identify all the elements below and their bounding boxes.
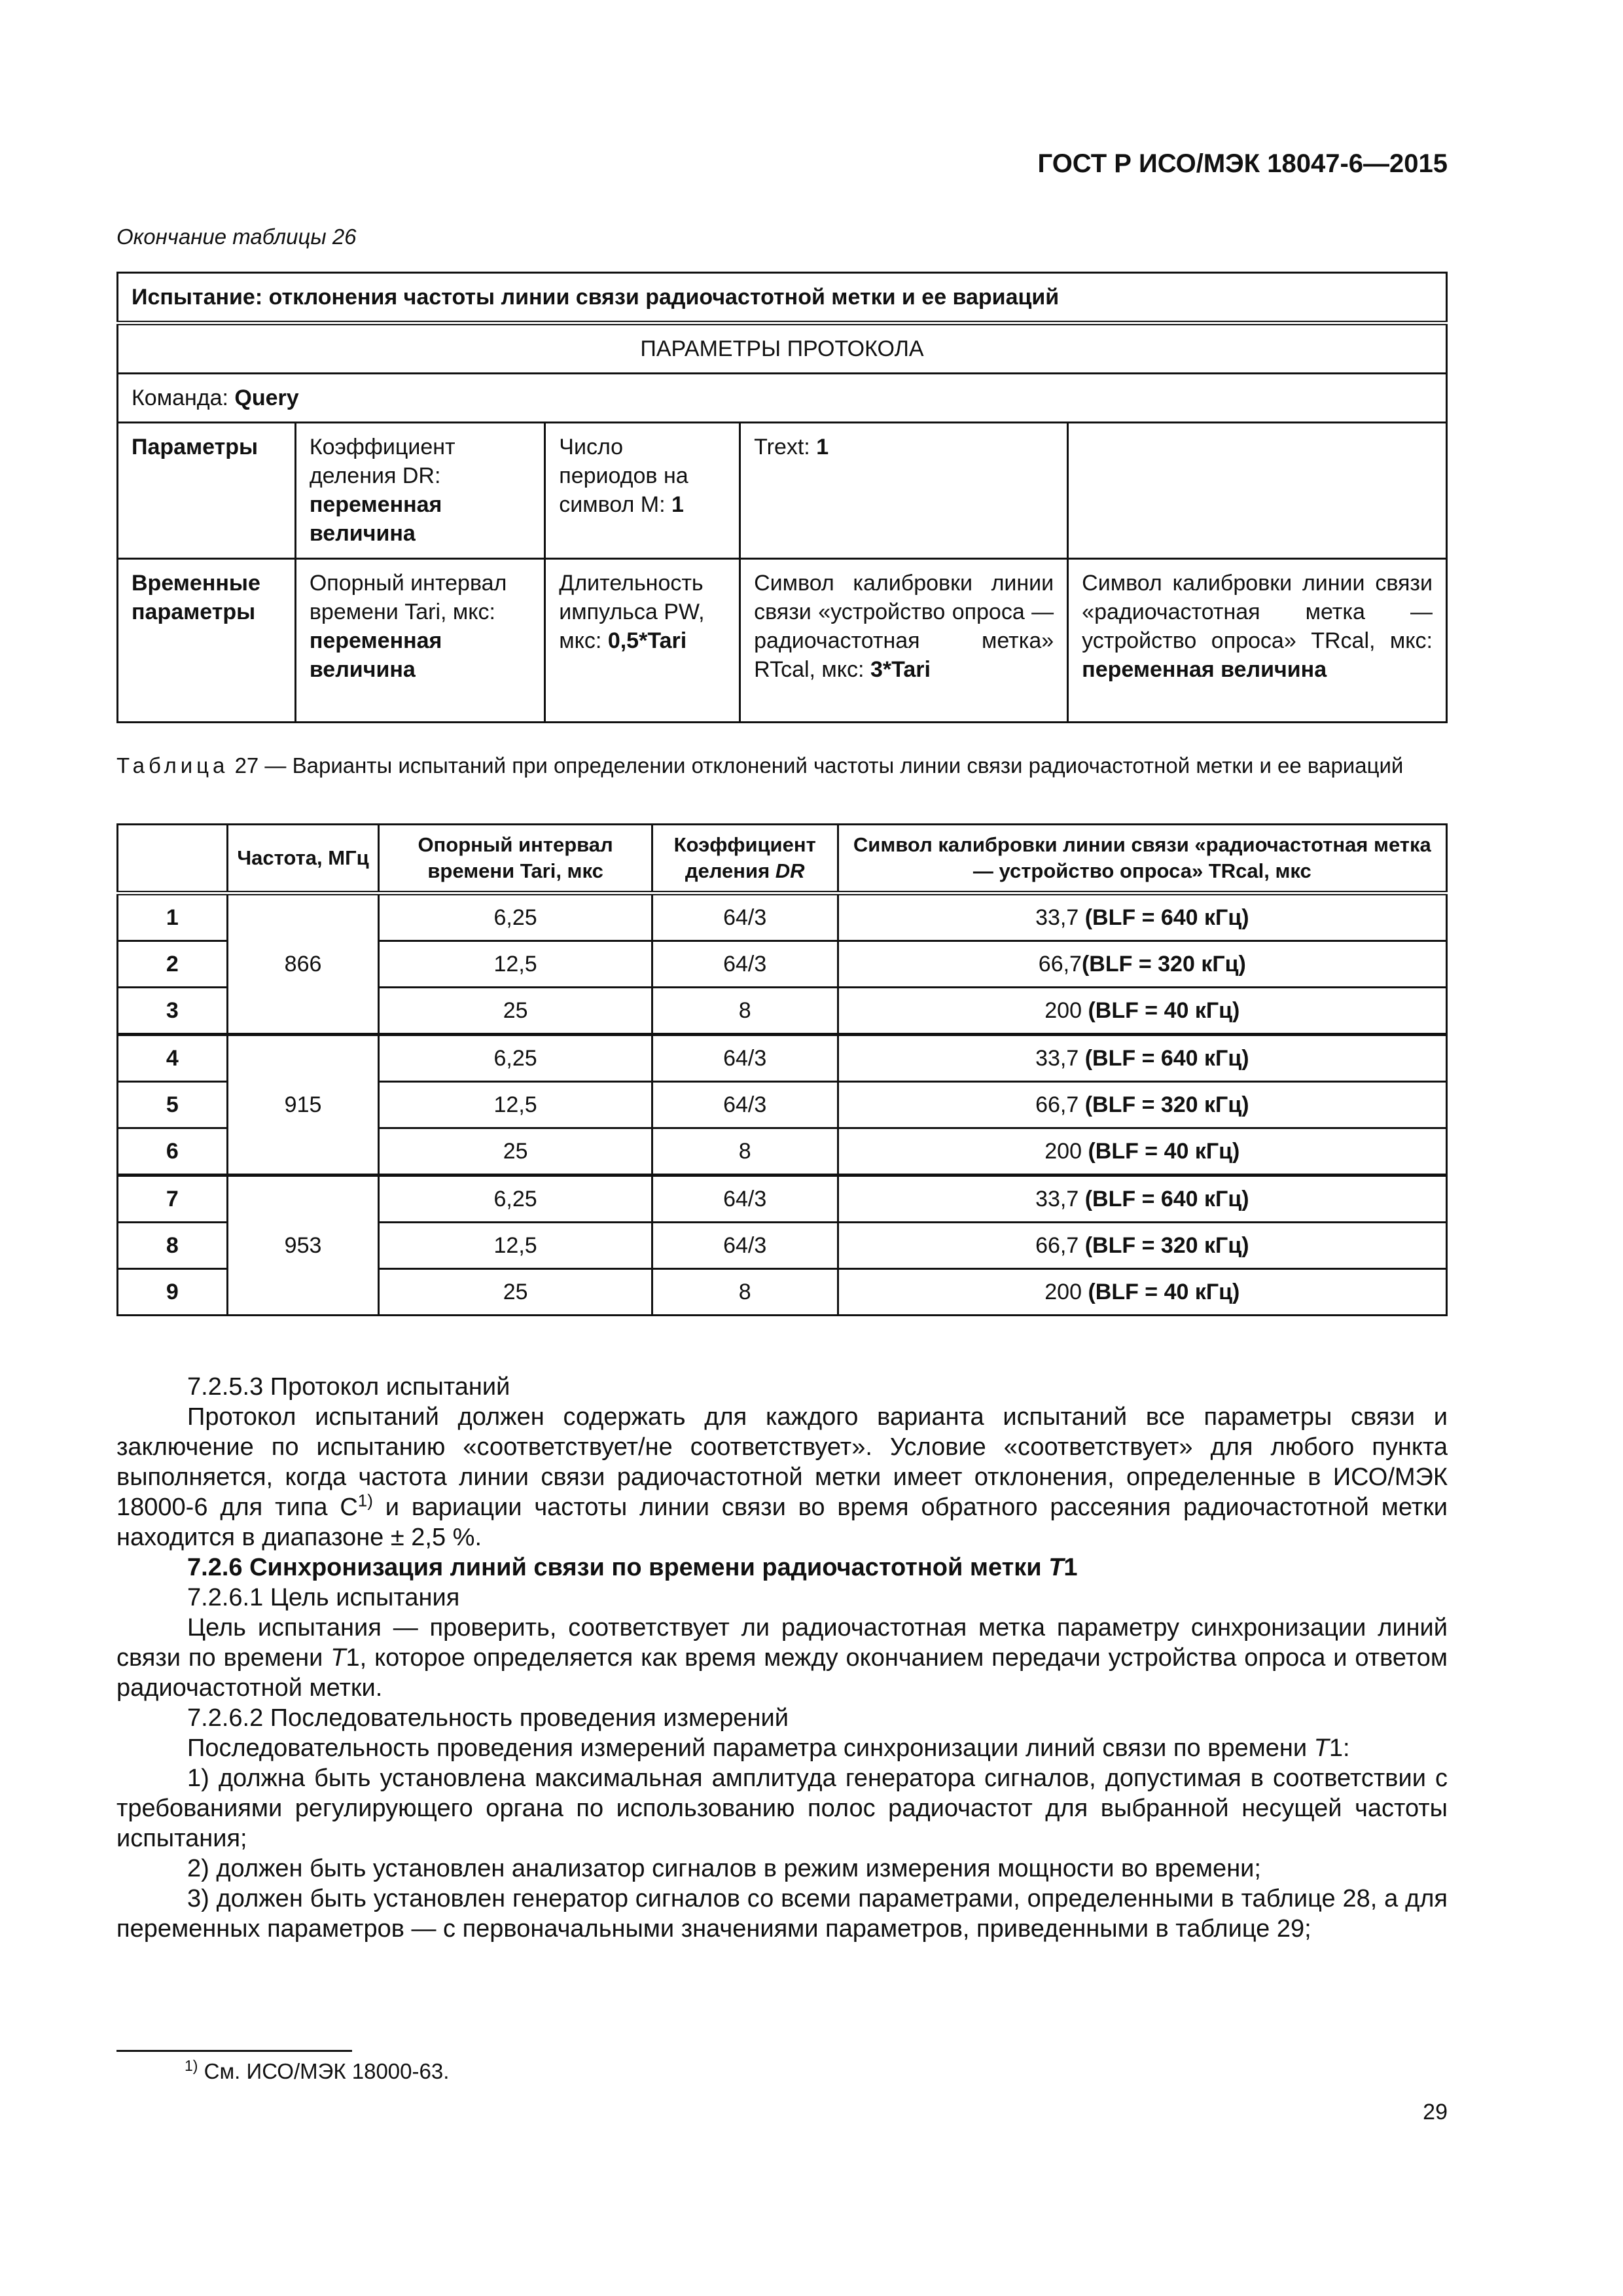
- dr-cell: 8: [652, 1269, 838, 1316]
- trcal-cell: 200 (BLF = 40 кГц): [838, 1269, 1446, 1316]
- section-7-2-6-2: 7.2.6.2 Последовательность проведения измерений: [187, 1704, 789, 1732]
- table-26-title: Испытание: отклонения частоты линии связи радиочастотной метки и ее вариаций: [118, 273, 1447, 323]
- row-number: 6: [118, 1128, 228, 1175]
- dr-cell: 64/3: [652, 893, 838, 941]
- list-item-2: 2) должен быть установлен анализатор сигналов в режим измерения мощности во времени;: [187, 1855, 1261, 1882]
- tari-cell: 6,25: [379, 893, 652, 941]
- table-27: [116, 823, 1448, 1316]
- row-number: 9: [118, 1269, 228, 1316]
- row-number: 3: [118, 988, 228, 1035]
- dr-cell: 8: [652, 988, 838, 1035]
- section-7-2-6-1: 7.2.6.1 Цель испытания: [187, 1584, 460, 1611]
- tari-cell: 12,5: [379, 1223, 652, 1269]
- tari-cell: 12,5: [379, 1082, 652, 1128]
- row-number: 8: [118, 1223, 228, 1269]
- command-value: Query: [234, 386, 299, 410]
- dr-cell: 64/3: [652, 941, 838, 988]
- trcal-cell: 200 (BLF = 40 кГц): [838, 1128, 1446, 1175]
- frequency-cell: 866: [227, 893, 379, 1035]
- table-row: [118, 893, 1447, 941]
- header-tari: Опорный интервал времени Tari, мкс: [379, 825, 652, 893]
- page-number: 29: [1423, 2100, 1448, 2125]
- header-num: [118, 825, 228, 893]
- table-26: [116, 272, 1448, 723]
- dr-cell: 64/3: [652, 1175, 838, 1223]
- dr-cell: 8: [652, 1128, 838, 1175]
- trcal-cell: 66,7 (BLF = 320 кГц): [838, 1223, 1446, 1269]
- section-7-2-5-3: 7.2.5.3 Протокол испытаний: [187, 1373, 510, 1401]
- row-number: 5: [118, 1082, 228, 1128]
- params-cell-m: Число периодов на символ М: 1: [545, 423, 740, 559]
- timing-cell-rtcal: Символ калибровки линии связи «устройство опроса — радиочастотная метка» RTcal, мкс: 3*Tari: [740, 559, 1068, 723]
- frequency-cell: 915: [227, 1035, 379, 1175]
- table-26-section: ПАРАМЕТРЫ ПРОТОКОЛА: [118, 323, 1447, 374]
- dr-cell: 64/3: [652, 1082, 838, 1128]
- footnote-separator: [116, 2050, 352, 2052]
- row-number: 2: [118, 941, 228, 988]
- dr-cell: 64/3: [652, 1223, 838, 1269]
- tari-cell: 25: [379, 1269, 652, 1316]
- table-row: [118, 1035, 1447, 1082]
- document-code-header: ГОСТ Р ИСО/МЭК 18047-6—2015: [1037, 149, 1448, 178]
- params-label: Параметры: [118, 423, 296, 559]
- table-continuation-label: Окончание таблицы 26: [116, 224, 357, 249]
- params-cell-dr: Коэффициент деления DR: переменная величина: [295, 423, 544, 559]
- row-number: 4: [118, 1035, 228, 1082]
- params-cell-trext: Trext: 1: [740, 423, 1068, 559]
- list-item-3: 3) должен быть установлен генератор сигналов со всеми параметрами, определенными в таблице 28, а для переменных параметров — с первоначальными значениями параметров, приведенными в таблице 29;: [116, 1885, 1448, 1943]
- list-item-1: 1) должна быть установлена максимальная амплитуда генератора сигналов, допустимая в соответствии с требованиями регулирующего органа по использованию полос радиочастот для выбранной несущей частоты испытания;: [116, 1765, 1448, 1852]
- frequency-cell: 953: [227, 1175, 379, 1316]
- trcal-cell: 66,7(BLF = 320 кГц): [838, 941, 1446, 988]
- table-27-caption: Таблица 27 — Варианты испытаний при определении отклонений частоты линии связи радиочастотной метки и ее вариаций: [116, 753, 1404, 778]
- timing-cell-trcal: Символ калибровки линии связи «радиочастотная метка — устройство опроса» TRcal, мкс: переменная величина: [1068, 559, 1447, 723]
- tari-cell: 25: [379, 988, 652, 1035]
- tari-cell: 6,25: [379, 1175, 652, 1223]
- header-freq: Частота, МГц: [227, 825, 379, 893]
- trcal-cell: 66,7 (BLF = 320 кГц): [838, 1082, 1446, 1128]
- footnote-ref: 1): [357, 1490, 373, 1511]
- trcal-cell: 200 (BLF = 40 кГц): [838, 988, 1446, 1035]
- footnote: $^{1)}$ См. ИСО/МЭК 18000-63.: [185, 2057, 450, 2083]
- paragraph-sequence: Последовательность проведения измерений параметра синхронизации линий связи по времени Т1:: [187, 1734, 1350, 1762]
- row-number: 7: [118, 1175, 228, 1223]
- tari-cell: 6,25: [379, 1035, 652, 1082]
- timing-label: Временные параметры: [118, 559, 296, 723]
- header-dr: Коэффициент деления DR: [652, 825, 838, 893]
- trcal-cell: 33,7 (BLF = 640 кГц): [838, 1035, 1446, 1082]
- table-26-command: [118, 374, 1447, 423]
- paragraph-goal: Цель испытания — проверить, соответствует ли радиочастотная метка параметру синхронизации линий связи по времени Т1, которое определяется как время между окончанием передачи устройства опроса и ответом радиочастотной метки.: [116, 1614, 1448, 1702]
- timing-cell-tari: Опорный интервал времени Tari, мкс: переменная величина: [295, 559, 544, 723]
- section-7-2-6-heading: 7.2.6 Синхронизация линий связи по времени радиочастотной метки Т1: [187, 1554, 1078, 1581]
- tari-cell: 25: [379, 1128, 652, 1175]
- row-number: 1: [118, 893, 228, 941]
- table-row: [118, 1175, 1447, 1223]
- params-cell-empty: [1068, 423, 1447, 559]
- timing-cell-pw: Длительность импульса PW, мкс: 0,5*Tari: [545, 559, 740, 723]
- command-label: Команда:: [132, 386, 235, 410]
- trcal-cell: 33,7 (BLF = 640 кГц): [838, 893, 1446, 941]
- tari-cell: 12,5: [379, 941, 652, 988]
- dr-cell: 64/3: [652, 1035, 838, 1082]
- trcal-cell: 33,7 (BLF = 640 кГц): [838, 1175, 1446, 1223]
- header-trcal: Символ калибровки линии связи «радиочастотная метка — устройство опроса» TRcal, мкс: [838, 825, 1446, 893]
- paragraph-protocol: Протокол испытаний должен содержать для каждого варианта испытаний все параметры связи и заключение по испытанию «соответствует/не соответствует». Условие «соответствует» для любого пункта выполняется, когда частота линии связи радиочастотной метки имеет отклонения, определенные в ИСО/МЭК 18000-6 для типа $С^{1)}$ и вариации частоты линии связи во время обратного рассеяния радиочастотной метки находится в диапазоне ± 2,5 %.: [116, 1403, 1448, 1551]
